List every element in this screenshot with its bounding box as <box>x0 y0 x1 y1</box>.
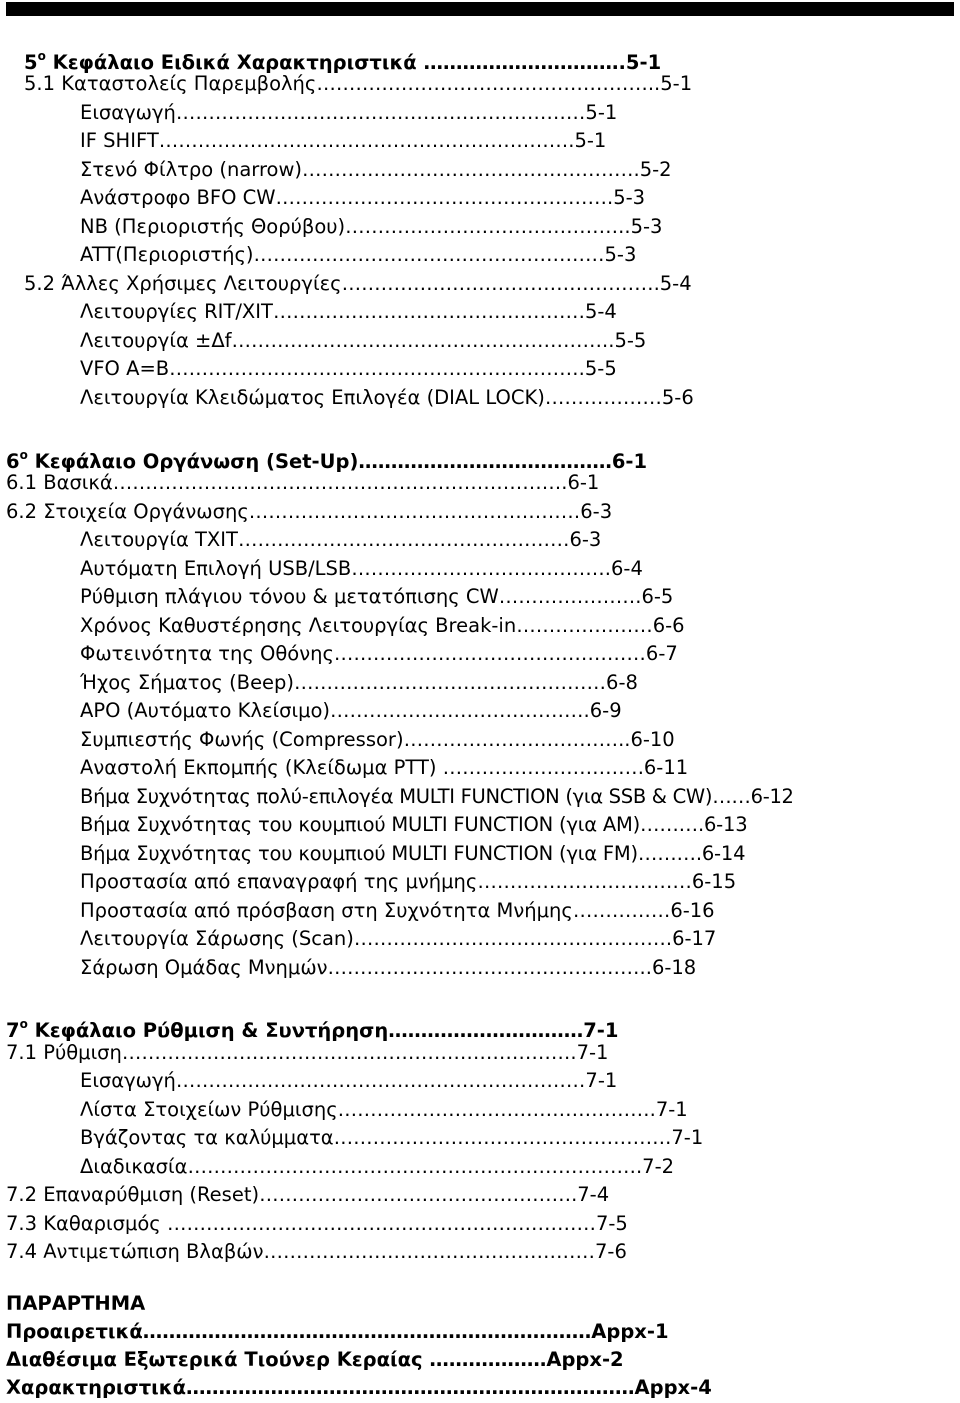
toc-item <box>80 329 940 353</box>
page-number: ..5-3 <box>618 215 663 238</box>
entry-title: Προστασία από πρόσβαση στη Συχνότητα Μνήμης <box>80 899 573 922</box>
dot-leader: ……………………………………………………… <box>169 357 579 380</box>
toc-section <box>6 1183 946 1207</box>
dot-leader: ……………………………………………… <box>253 243 605 266</box>
toc-item <box>80 129 940 153</box>
page-number: .6-13 <box>697 813 748 836</box>
page-number: 7-1 <box>585 1069 618 1092</box>
dot-leader: ………………………………………………………… <box>166 1212 596 1235</box>
dot-leader: ………………………………… <box>330 699 584 722</box>
page-number: .6-17 <box>665 927 717 950</box>
dot-leader: ………………… <box>498 585 636 608</box>
page-number: .7-1 <box>570 1041 609 1064</box>
toc-item <box>80 899 940 923</box>
page-number: 6-3 <box>569 528 602 551</box>
toc-item <box>80 671 940 695</box>
entry-title: Προαιρετικά <box>6 1320 143 1343</box>
toc-item <box>80 956 940 980</box>
entry-title: Χρόνος Καθυστέρησης Λειτουργίας Break-in <box>80 614 517 637</box>
page-number: .5-1 <box>568 129 607 152</box>
dot-leader: ………………………………………………… <box>231 329 603 352</box>
toc-item <box>80 1098 940 1122</box>
toc-chapter-7 <box>6 1012 946 1042</box>
page-number: 5-4 <box>584 300 617 323</box>
entry-title: ΠΑΡΑΡΤΗΜΑ <box>6 1292 146 1315</box>
dot-leader: ………………………… <box>436 756 638 779</box>
dot-leader: …………………………… <box>403 728 619 751</box>
entry-title: 7.2 Επαναρύθμιση (Reset) <box>6 1183 260 1206</box>
toc-item <box>80 557 940 581</box>
chapter-title: Κεφάλαιο Ρύθμιση & Συντήρηση <box>27 1019 389 1042</box>
page-number: .5-1 <box>618 51 662 74</box>
toc-appendix <box>6 1320 946 1344</box>
page-number: 5-6 <box>661 386 694 409</box>
toc-appendix <box>6 1348 946 1372</box>
page-number: .6-11 <box>637 756 689 779</box>
entry-title: Συμπιεστής Φωνής (Compressor) <box>80 728 404 751</box>
dot-leader: ………………………………………… <box>294 671 607 694</box>
dot-leader: ………………………………………… <box>259 1183 572 1206</box>
page-number: 6-16 <box>670 899 715 922</box>
entry-title: Λειτουργία Σάρωσης (Scan) <box>80 927 354 950</box>
entry-title: Βγάζοντας τα καλύμματα <box>80 1126 334 1149</box>
dot-leader: …………………………………………… <box>275 186 608 209</box>
entry-title: 7.4 Αντιμετώπιση Βλαβών <box>6 1240 264 1263</box>
entry-title: VFO A=B <box>80 357 170 380</box>
toc-section <box>24 72 944 96</box>
dot-leader: ………………………………………… <box>353 927 666 950</box>
dot-leader: ……………… <box>544 386 662 409</box>
dot-leader: ……… <box>640 813 698 836</box>
entry-title: Διαθέσιμα Εξωτερικά Τιούνερ Κεραίας <box>6 1348 423 1371</box>
dot-leader: …………………………………………… <box>248 500 581 523</box>
page-number: ..5-5 <box>602 329 647 352</box>
entry-title: Στενό Φίλτρο (narrow) <box>80 158 303 181</box>
dot-leader: …………………………… <box>477 870 692 893</box>
dot-leader: …………………………………………………………… <box>186 1376 635 1399</box>
entry-title: Φωτεινότητα της Οθόνης <box>80 642 334 665</box>
ordinal-mark: ο <box>37 49 46 63</box>
dot-leader: ………………………………… <box>351 557 605 580</box>
dot-leader: …………………………………………………………… <box>142 1320 592 1343</box>
dot-leader: …………………………………………… <box>302 158 634 181</box>
chapter-title: Κεφάλαιο Ειδικά Χαρακτηριστικά <box>45 51 417 74</box>
dot-leader: ………………………………………… <box>333 642 646 665</box>
ordinal-mark: ο <box>19 448 28 462</box>
page-number: 6-12 <box>750 785 794 808</box>
toc-item <box>80 842 940 866</box>
toc-appendix <box>6 1376 946 1400</box>
page-number: .6-14 <box>695 842 746 865</box>
page-number: .7-2 <box>635 1155 675 1178</box>
dot-leader: ………………………… <box>388 1019 584 1042</box>
page-number: 6-8 <box>606 671 638 694</box>
toc-item <box>80 158 940 182</box>
entry-title: 5.1 Καταστολείς Παρεμβολής <box>24 72 317 95</box>
entry-title: Λειτουργία Κλειδώματος Επιλογέα (DIAL LOCK) <box>80 386 545 409</box>
page-number: Appx-4 <box>634 1376 712 1399</box>
dot-leader: ……………………………………………………… <box>175 101 586 124</box>
page-number: .5-2 <box>633 158 672 181</box>
dot-leader: …………………………………………………………… <box>112 471 562 494</box>
toc-section <box>6 1212 946 1236</box>
page-number: 7-5 <box>595 1212 628 1235</box>
toc-item <box>80 386 940 410</box>
entry-title: Ήχος Σήματος (Beep) <box>80 671 295 694</box>
entry-title: APO (Αυτόματο Κλείσιμο) <box>80 699 331 722</box>
dot-leader: ……… <box>637 842 696 865</box>
page-number: ..6-18 <box>639 956 697 979</box>
dot-leader: …………………………………… <box>345 215 619 238</box>
entry-title: 7.1 Ρύθμιση <box>6 1041 122 1064</box>
dot-leader: …………… <box>572 899 671 922</box>
page-number: 6-1 <box>611 450 648 473</box>
page-number: .6-9 <box>583 699 622 722</box>
entry-title: Διαδικασία <box>80 1155 188 1178</box>
toc-section <box>6 1240 946 1264</box>
dot-leader: …………………………………………… <box>263 1240 595 1263</box>
dot-leader: ………………… <box>516 614 653 637</box>
toc-section <box>24 272 944 296</box>
chapter-number: 7 <box>6 1019 20 1042</box>
entry-title: IF SHIFT <box>80 129 159 152</box>
page-number: Appx-1 <box>591 1320 669 1343</box>
page-number: 6-7 <box>645 642 678 665</box>
toc-item <box>80 357 940 381</box>
toc-item <box>80 101 940 125</box>
dot-leader: ……………………………………………………… <box>175 1069 586 1092</box>
entry-title: Ρύθμιση πλάγιου τόνου & μετατόπισης CW <box>80 585 499 608</box>
page-number: 6-6 <box>652 614 685 637</box>
page-number: .7-4 <box>571 1183 610 1206</box>
entry-title: Βήμα Συχνότητας του κουμπιού MULTI FUNCTION (για FM) <box>80 842 638 865</box>
page-number: 5-1 <box>585 101 618 124</box>
toc-item <box>80 813 940 837</box>
dot-leader: ……………… <box>422 1348 547 1371</box>
page-number: 5-3 <box>604 243 637 266</box>
dot-leader: …………………………………………… <box>237 528 570 551</box>
entry-title: ATT(Περιοριστής) <box>80 243 254 266</box>
entry-title: Χαρακτηριστικά <box>6 1376 187 1399</box>
entry-title: Προστασία από επαναγραφή της μνήμης <box>80 870 478 893</box>
dot-leader: ………………………………………… <box>341 272 654 295</box>
top-border-bar <box>6 2 954 16</box>
page-number: ..5-1 <box>647 72 693 95</box>
dot-leader: …… <box>712 785 751 808</box>
entry-title: Λειτουργία ±Δf <box>80 329 232 352</box>
dot-leader: …………………………………………………………… <box>121 1041 571 1064</box>
entry-title: Βήμα Συχνότητας πολύ-επιλογέα MULTI FUNCTION (για SSB & CW) <box>80 785 713 808</box>
page-number: .5-3 <box>607 186 646 209</box>
toc-item <box>80 756 940 780</box>
appendix-heading <box>6 1292 946 1316</box>
toc-item <box>80 585 940 609</box>
toc-section <box>6 500 946 524</box>
page-number: .6-5 <box>635 585 674 608</box>
entry-title: 6.1 Βασικά <box>6 471 113 494</box>
toc-item <box>80 785 940 809</box>
page-number: .6-1 <box>561 471 600 494</box>
entry-title: Λειτουργία TXIT <box>80 528 238 551</box>
entry-title: Βήμα Συχνότητας του κουμπιού MULTI FUNCTION (για AM) <box>80 813 641 836</box>
page-number: .7-1 <box>649 1098 688 1121</box>
page-number: Appx-2 <box>546 1348 624 1371</box>
ordinal-mark: ο <box>19 1017 28 1031</box>
dot-leader: ………………………… <box>416 51 619 74</box>
page-number: .5-5 <box>578 357 617 380</box>
toc-item <box>80 1069 940 1093</box>
entry-title: Αναστολή Εκπομπής (Κλείδωμα PTT) <box>80 756 437 779</box>
toc-item <box>80 728 940 752</box>
dot-leader: ………………………………………… <box>337 1098 650 1121</box>
dot-leader: ………………………………………… <box>272 300 585 323</box>
entry-title: 5.2 Άλλες Χρήσιμες Λειτουργίες <box>24 272 342 295</box>
dot-leader: …………………………………………… <box>316 72 648 95</box>
entry-title: Αυτόματη Επιλογή USB/LSB <box>80 557 352 580</box>
dot-leader: ………………………………………… <box>327 956 640 979</box>
toc-item <box>80 243 940 267</box>
page-number: 6-3 <box>580 500 613 523</box>
toc-item <box>80 300 940 324</box>
toc-section <box>6 471 946 495</box>
entry-title: Εισαγωγή <box>80 101 176 124</box>
toc-item <box>80 186 940 210</box>
toc-item <box>80 1155 940 1179</box>
toc-item <box>80 614 940 638</box>
entry-title: 7.3 Καθαρισμός <box>6 1212 167 1235</box>
dot-leader: ……………………………………………………… <box>158 129 569 152</box>
chapter-number: 6 <box>6 450 20 473</box>
toc-item <box>80 927 940 951</box>
entry-title: Λίστα Στοιχείων Ρύθμισης <box>80 1098 338 1121</box>
entry-title: Λειτουργίες RIT/XIT <box>80 300 273 323</box>
toc-item <box>80 1126 940 1150</box>
toc-item <box>80 528 940 552</box>
entry-title: Εισαγωγή <box>80 1069 176 1092</box>
page-number: 7-1 <box>583 1019 619 1042</box>
page-number: 6-15 <box>691 870 737 893</box>
dot-leader: ………………………………… <box>358 450 612 473</box>
dot-leader: …………………………………………………………… <box>187 1155 636 1178</box>
entry-title: Ανάστροφο BFO CW <box>80 186 276 209</box>
page-number: .6-4 <box>604 557 643 580</box>
entry-title: NB (Περιοριστής Θορύβου) <box>80 215 346 238</box>
toc-chapter-6 <box>6 443 946 473</box>
page-number: ..6-10 <box>618 728 675 751</box>
dot-leader: …………………………………………… <box>333 1126 666 1149</box>
page-number: .5-4 <box>653 272 692 295</box>
toc-item <box>80 215 940 239</box>
toc-chapter-5 <box>24 44 944 74</box>
chapter-number: 5 <box>24 51 38 74</box>
entry-title: 6.2 Στοιχεία Οργάνωσης <box>6 500 249 523</box>
page-number: 7-6 <box>595 1240 627 1263</box>
toc-item <box>80 699 940 723</box>
chapter-title: Κεφάλαιο Οργάνωση (Set-Up) <box>27 450 359 473</box>
toc-item <box>80 870 940 894</box>
entry-title: Σάρωση Ομάδας Μνημών <box>80 956 328 979</box>
page-number: .7-1 <box>665 1126 704 1149</box>
toc-item <box>80 642 940 666</box>
toc-section <box>6 1041 946 1065</box>
